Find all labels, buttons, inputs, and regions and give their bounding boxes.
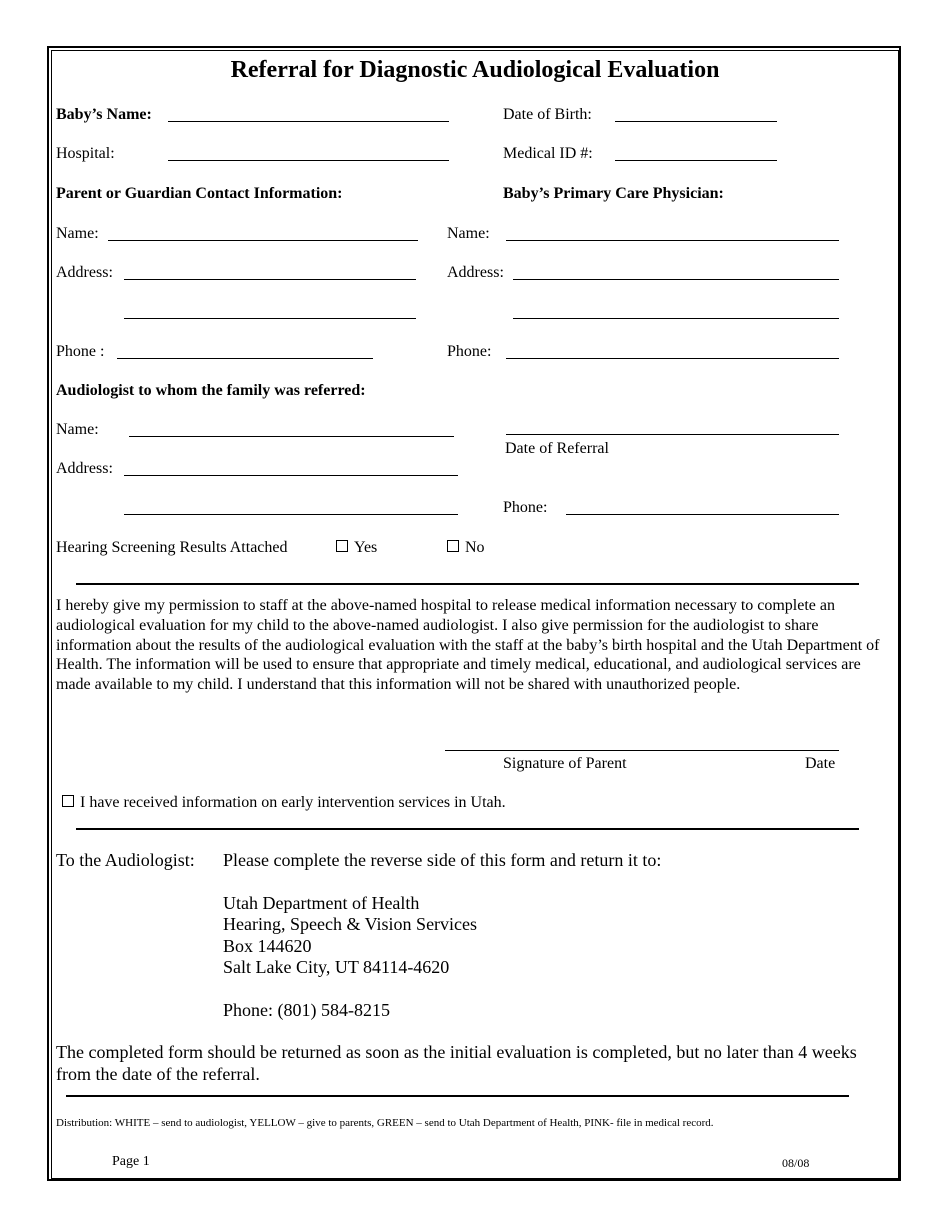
divider-1 (76, 583, 859, 585)
parent-heading: Parent or Guardian Contact Information: (56, 185, 343, 202)
return-address-line-2: Hearing, Speech & Vision Services (223, 914, 478, 934)
medical-id-label: Medical ID #: (503, 145, 593, 162)
parent-address-label: Address: (56, 264, 113, 281)
return-instruction: Please complete the reverse side of this form and return it to: (223, 850, 662, 870)
early-intervention-label: I have received information on early intervention services in Utah. (80, 794, 506, 811)
early-intervention-checkbox[interactable] (62, 795, 74, 807)
form-title: Referral for Diagnostic Audiological Evaluation (230, 57, 720, 83)
divider-2 (76, 828, 859, 830)
parent-address-field[interactable] (124, 279, 416, 280)
return-phone: Phone: (801) 584-8215 (223, 1000, 390, 1020)
page-number: Page 1 (112, 1154, 150, 1169)
medical-id-field[interactable] (615, 160, 777, 161)
parent-name-field[interactable] (108, 240, 418, 241)
parent-phone-field[interactable] (117, 358, 373, 359)
early-intervention-option[interactable] (62, 794, 506, 812)
return-address-line-4: Salt Lake City, UT 84114-4620 (223, 957, 450, 977)
baby-name-label: Baby’s Name: (56, 106, 152, 123)
audiologist-address-field-2[interactable] (124, 514, 458, 515)
audiologist-address-label: Address: (56, 460, 113, 477)
parent-phone-label: Phone : (56, 343, 105, 360)
signature-date-label: Date (805, 755, 836, 772)
no-label: No (465, 539, 485, 556)
physician-heading: Baby’s Primary Care Physician: (503, 185, 724, 202)
date-of-referral-field[interactable] (506, 434, 839, 435)
physician-name-field[interactable] (506, 240, 839, 241)
signature-label: Signature of Parent (503, 755, 627, 772)
date-of-referral-label: Date of Referral (505, 440, 609, 457)
yes-checkbox[interactable] (336, 540, 348, 552)
audiologist-phone-label: Phone: (503, 499, 548, 516)
physician-address-field-2[interactable] (513, 318, 839, 319)
screening-label: Hearing Screening Results Attached (56, 539, 288, 556)
to-audiologist-label: To the Audiologist: (56, 850, 195, 870)
yes-label: Yes (354, 539, 378, 556)
physician-phone-field[interactable] (506, 358, 839, 359)
audiologist-name-field[interactable] (129, 436, 454, 437)
dob-label: Date of Birth: (503, 106, 592, 123)
physician-phone-label: Phone: (447, 343, 492, 360)
physician-address-label: Address: (447, 264, 504, 281)
no-checkbox[interactable] (447, 540, 459, 552)
physician-address-field[interactable] (513, 279, 839, 280)
screening-no-option[interactable] (447, 539, 485, 557)
form-version: 08/08 (782, 1156, 810, 1170)
baby-name-field[interactable] (168, 121, 449, 122)
audiologist-name-label: Name: (56, 421, 99, 438)
screening-yes-option[interactable] (336, 539, 377, 557)
audiologist-address-field[interactable] (124, 475, 458, 476)
divider-3 (66, 1095, 849, 1097)
signature-field[interactable] (445, 750, 839, 751)
consent-paragraph: I hereby give my permission to staff at the above-named hospital to release medical information necessary to complete an audiological evaluation for my child to the above-named audiologist. I also give permission for the audiologist to share information about the results of the audiological evaluation with the staff at the baby’s birth hospital and the Utah Department of Health. The information will be used to ensure that appropriate and timely medical, educational, and audiological services are made available to my child. I understand that this information will not be shared with unauthorized people. (56, 597, 880, 694)
audiologist-phone-field[interactable] (566, 514, 839, 515)
physician-name-label: Name: (447, 225, 490, 242)
hospital-label: Hospital: (56, 145, 115, 162)
parent-address-field-2[interactable] (124, 318, 416, 319)
dob-field[interactable] (615, 121, 777, 122)
audiologist-heading: Audiologist to whom the family was referred: (56, 382, 366, 399)
parent-name-label: Name: (56, 225, 99, 242)
return-address-line-1: Utah Department of Health (223, 893, 420, 913)
deadline-paragraph: The completed form should be returned as soon as the initial evaluation is completed, but no later than 4 weeks from the date of the referral. (56, 1042, 857, 1084)
distribution-note: Distribution: WHITE – send to audiologist, YELLOW – give to parents, GREEN – send to Utah Department of Health, PINK- file in medical record. (56, 1117, 714, 1129)
return-address-line-3: Box 144620 (223, 936, 312, 956)
hospital-field[interactable] (168, 160, 449, 161)
